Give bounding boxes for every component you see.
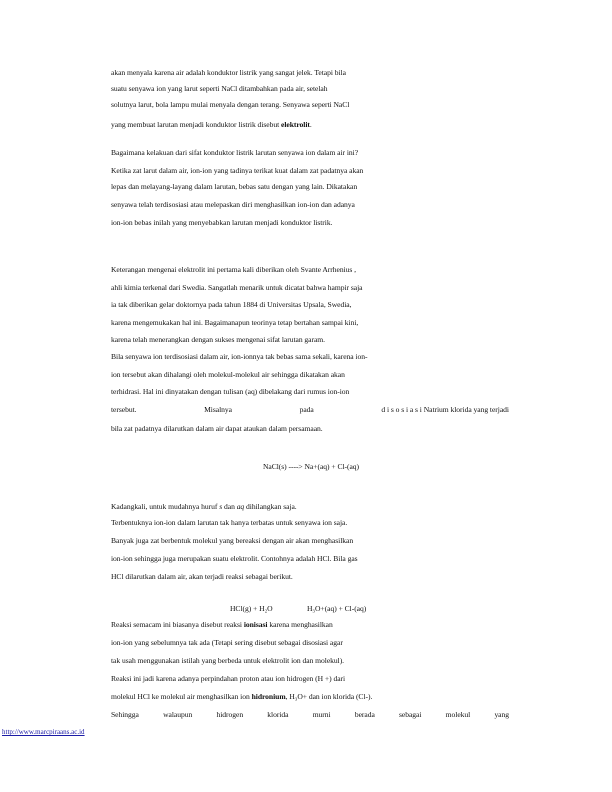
- word: tersebut.: [111, 405, 137, 414]
- word: molekul: [445, 710, 471, 719]
- text-line: Ketika zat larut dalam air, ion-ion yang tadinya terikat kuat dalam zat padatnya akan: [111, 166, 364, 175]
- text-span: Reaksi semacam ini biasanya disebut reaksi: [111, 620, 242, 629]
- text-span: molekul HCl ke molekul air menghasilkan ion: [111, 692, 250, 701]
- word: Misalnya: [204, 405, 232, 414]
- text-line: Banyak juga zat berbentuk molekul yang bereaksi dengan air akan menghasilkan: [111, 536, 354, 545]
- term-ionisasi: ionisasi: [243, 620, 268, 629]
- italic-aq: aq: [236, 502, 245, 511]
- text-line: Bila senyawa ion terdisosiasi dalam air, ion-ionnya tak bebas sama sekali, karena ion-: [111, 352, 368, 361]
- word: murni: [312, 710, 331, 719]
- word: sebagai: [399, 710, 422, 719]
- text-line: Keterangan mengenai elektrolit ini pertama kali diberikan oleh Svante Arrhenius ,: [111, 265, 356, 274]
- term-elektrolit: elektrolit: [281, 120, 310, 129]
- word: klorida: [267, 710, 289, 719]
- text-line: ion tersebut akan dihalangi oleh molekul-molekul air sehingga dikatakan akan: [111, 370, 345, 379]
- word: yang: [494, 710, 509, 719]
- text-span: yang membuat larutan menjadi konduktor listrik disebut: [111, 120, 280, 129]
- text-span: karena menghasilkan: [269, 620, 333, 629]
- text-span: dihilangkan saja.: [246, 502, 297, 511]
- text-line: ia tak diberikan gelar doktornya pada tahun 1884 di Universitas Upsala, Swedia,: [111, 300, 352, 309]
- footer-link[interactable]: http://www.marcpiraans.ac.id: [2, 728, 85, 736]
- word: pada: [299, 405, 314, 414]
- text-span: Kadangkali, untuk mudahnya huruf: [111, 502, 218, 511]
- text-span: dan: [224, 502, 235, 511]
- text-line: tak usah menggunakan istilah yang berbeda untuk elektrolit ion dan molekul).: [111, 656, 345, 665]
- text-line: ion-ion yang sebelumnya tak ada (Tetapi sering disebut sebagai disosiasi agar: [111, 638, 343, 647]
- justified-line: [111, 405, 509, 415]
- text-line: ion-ion sehingga juga merupakan suatu elektrolit. Contohnya adalah HCl. Bila gas: [111, 554, 358, 563]
- text-line: senyawa telah terdisosiasi atau melepaskan diri menghasilkan ion-ion dan adanya: [111, 200, 355, 209]
- text-line: ahli kimia terkenal dari Swedia. Sangatlah menarik untuk dicatat bahwa hampir saja: [111, 283, 363, 292]
- text-line: bila zat padatnya dilarutkan dalam air dapat ataukan dalam persamaan.: [111, 424, 323, 433]
- text-line: Terbentuknya ion-ion dalam larutan tak hanya terbatas untuk senyawa ion saja.: [111, 518, 348, 527]
- text-line: HCl dilarutkan dalam air, akan terjadi reaksi sebagai berikut.: [111, 572, 293, 581]
- equation-nacl: NaCl(s) ----> Na+(aq) + Cl-(aq): [262, 462, 360, 471]
- text-line: karena telah menerangkan dengan sukses mengenai sifat larutan garam.: [111, 335, 325, 344]
- text-span: , H₃O+ dan ion klorida (Cl-).: [285, 692, 373, 701]
- word: berada: [354, 710, 375, 719]
- text-line: lepas dan melayang-layang dalam larutan, bebas satu dengan yang lain. Dikatakan: [111, 182, 358, 191]
- word: hidrogen: [216, 710, 244, 719]
- text-line: Reaksi ini jadi karena adanya perpindahan proton atau ion hidrogen (H +) dari: [111, 674, 346, 683]
- equation-hcl-left: HCl(g) + H₂O: [230, 604, 273, 613]
- justified-line: [111, 710, 509, 720]
- equation-hcl-right: H₃O+(aq) + Cl-(aq): [307, 604, 367, 613]
- word: walaupun: [163, 710, 193, 719]
- word: d i s o s i a s i Natrium klorida yang terjadi: [381, 405, 509, 414]
- text-line: suatu senyawa ion yang larut seperti NaCl ditambahkan pada air, setelah: [111, 84, 328, 93]
- term-hidronium: hidronium: [251, 692, 286, 701]
- text-line: [111, 120, 511, 130]
- text-line: solutnya larut, bola lampu mulai menyala dengan terang. Senyawa seperti NaCl: [111, 100, 350, 109]
- text-line: [111, 692, 511, 702]
- text-line: akan menyala karena air adalah konduktor listrik yang sangat jelek. Tetapi bila: [111, 68, 346, 77]
- text-line: ion-ion bebas inilah yang menyebabkan larutan menjadi konduktor listrik.: [111, 218, 333, 227]
- text-line: karena mengemukakan hal ini. Bagaimanapun teorinya tetap bertahan sampai kini,: [111, 318, 359, 327]
- text-line: terhidrasi. Hal ini dinyatakan dengan tulisan (aq) dibelakang dari rumus ion-ion: [111, 387, 350, 396]
- text-line: [111, 620, 511, 630]
- word: Sehingga: [111, 710, 139, 719]
- italic-s: s: [219, 502, 223, 511]
- text-line: [111, 502, 511, 512]
- text-span: .: [309, 120, 312, 129]
- text-line: Bagaimana kelakuan dari sifat konduktor listrik larutan senyawa ion dalam air ini?: [111, 148, 359, 157]
